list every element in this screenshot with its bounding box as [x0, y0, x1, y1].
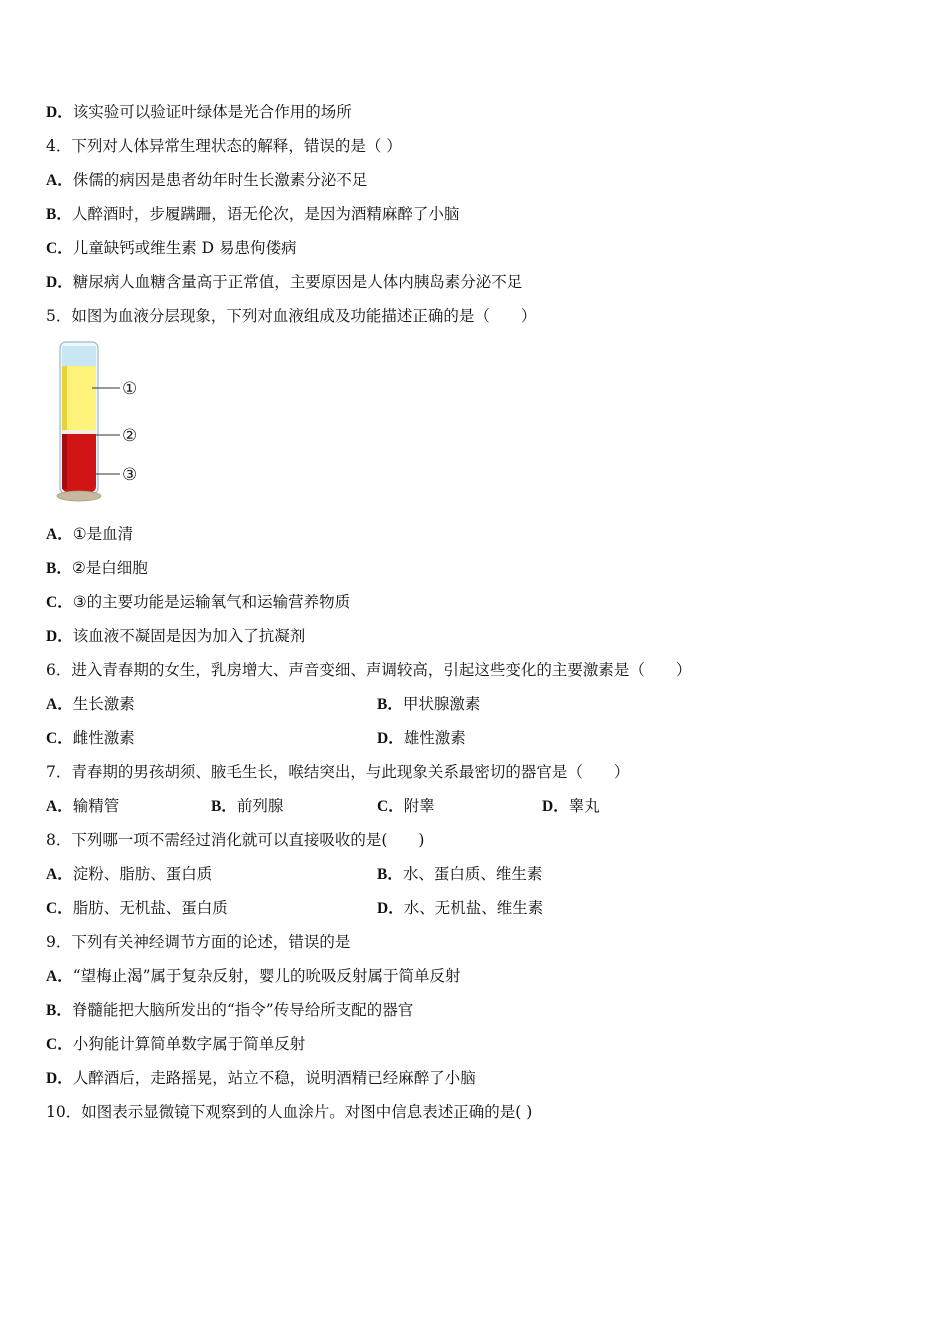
- option-label: D．: [46, 274, 73, 291]
- buffy-coat-layer: [62, 430, 96, 434]
- q8-option-a: [46, 864, 212, 885]
- option-text: 儿童缺钙或维生素 D 易患佝偻病: [72, 239, 297, 257]
- q7-stem: 7．青春期的男孩胡须、腋毛生长，喉结突出，与此现象关系最密切的器官是（ ）: [46, 763, 630, 781]
- option-label: D．: [46, 1070, 73, 1087]
- option-text: 脂肪、无机盐、蛋白质: [72, 899, 228, 917]
- q5-option-a: [46, 524, 133, 545]
- option-label: C．: [46, 594, 73, 611]
- option-label: B．: [46, 560, 72, 577]
- option-label: C．: [46, 1036, 73, 1053]
- option-label: C．: [46, 900, 73, 917]
- q8-option-d: [377, 898, 543, 919]
- option-text: 前列腺: [236, 797, 284, 815]
- q6-options-row-2: [46, 728, 906, 748]
- q6-option-c: [46, 728, 135, 749]
- q8-stem: 8．下列哪一项不需经过消化就可以直接吸收的是( ): [46, 831, 425, 849]
- q5-stem: 5．如图为血液分层现象，下列对血液组成及功能描述正确的是（ ）: [46, 307, 537, 325]
- option-text: 输精管: [72, 797, 120, 815]
- q5-option-b: [46, 558, 148, 579]
- option-label: D．: [46, 628, 73, 645]
- q9-option-a: [46, 966, 461, 987]
- q4-option-b: [46, 204, 459, 225]
- red-cell-shade: [62, 434, 67, 489]
- option-label: A．: [46, 798, 73, 815]
- option-label: D．: [377, 730, 404, 747]
- q7-option-a: [46, 796, 119, 817]
- option-text: 人醉酒时，步履蹒跚，语无伦次，是因为酒精麻醉了小脑: [71, 205, 460, 223]
- option-text: 脊髓能把大脑所发出的“指令”传导给所支配的器官: [71, 1001, 414, 1019]
- option-label: D．: [542, 798, 569, 815]
- figure-label-3: ③: [122, 465, 138, 485]
- q10-stem: 10．如图表示显微镜下观察到的人血涂片。对图中信息表述正确的是( ): [46, 1103, 533, 1121]
- option-label: B．: [377, 866, 403, 883]
- option-label: B．: [46, 1002, 72, 1019]
- option-text: “望梅止渴”属于复杂反射，婴儿的吮吸反射属于简单反射: [72, 967, 461, 985]
- q9-option-b: [46, 1000, 413, 1021]
- red-cell-layer: [62, 434, 96, 492]
- q8-options-row-2: [46, 898, 906, 918]
- option-text: ②是白细胞: [71, 559, 148, 577]
- option-label: C．: [46, 240, 73, 257]
- q7-option-b: [211, 796, 283, 817]
- option-label: C．: [377, 798, 404, 815]
- option-label: A．: [46, 968, 73, 985]
- option-label: B．: [46, 206, 72, 223]
- option-text: 小狗能计算简单数字属于简单反射: [72, 1035, 306, 1053]
- option-label: A．: [46, 696, 73, 713]
- q4-option-a: [46, 170, 367, 191]
- option-text: 该血液不凝固是因为加入了抗凝剂: [72, 627, 306, 645]
- option-text: 侏儒的病因是患者幼年时生长激素分泌不足: [72, 171, 368, 189]
- q6-option-d: [377, 728, 466, 749]
- q8-option-b: [377, 864, 542, 885]
- tube-empty-top: [62, 346, 96, 366]
- option-text: 糖尿病人血糖含量高于正常值，主要原因是人体内胰岛素分泌不足: [72, 273, 523, 291]
- figure-label-1: ①: [122, 379, 138, 399]
- option-text: 甲状腺激素: [402, 695, 481, 713]
- option-text: 雄性激素: [403, 729, 466, 747]
- q4-option-d: [46, 272, 522, 293]
- q6-options-row-1: [46, 694, 906, 714]
- option-label: A．: [46, 866, 73, 883]
- option-label: B．: [377, 696, 403, 713]
- q4-option-c: [46, 238, 297, 259]
- option-text: 淀粉、脂肪、蛋白质: [72, 865, 213, 883]
- figure-label-2: ②: [122, 426, 138, 446]
- q8-options-row-1: [46, 864, 906, 884]
- option-label: C．: [46, 730, 73, 747]
- option-text: ①是血清: [72, 525, 134, 543]
- blood-tube-figure: [52, 340, 152, 505]
- option-text: 水、蛋白质、维生素: [402, 865, 543, 883]
- option-text: 生长激素: [72, 695, 135, 713]
- plasma-shade: [62, 366, 67, 430]
- q7-option-c: [377, 796, 435, 817]
- q6-option-b: [377, 694, 480, 715]
- option-text: 该实验可以验证叶绿体是光合作用的场所: [72, 103, 352, 121]
- q8-option-c: [46, 898, 228, 919]
- option-label: A．: [46, 526, 73, 543]
- option-text: ③的主要功能是运输氧气和运输营养物质: [72, 593, 351, 611]
- q7-option-d: [542, 796, 600, 817]
- q5-option-d: [46, 626, 305, 647]
- option-label: D．: [377, 900, 404, 917]
- option-text: 水、无机盐、维生素: [403, 899, 544, 917]
- q9-option-c: [46, 1034, 305, 1055]
- option-text: 睾丸: [568, 797, 600, 815]
- q5-option-c: [46, 592, 350, 613]
- q3-option-d: [46, 102, 352, 123]
- tube-base: [57, 491, 101, 501]
- q6-stem: 6．进入青春期的女生，乳房增大、声音变细、声调较高，引起这些变化的主要激素是（ ）: [46, 661, 692, 679]
- option-text: 雌性激素: [72, 729, 135, 747]
- q7-options-row: [46, 796, 906, 816]
- option-label: B．: [211, 798, 237, 815]
- q4-stem: 4．下列对人体异常生理状态的解释，错误的是（ ）: [46, 137, 402, 155]
- option-text: 人醉酒后，走路摇晃，站立不稳，说明酒精已经麻醉了小脑: [72, 1069, 476, 1087]
- plasma-layer: [62, 366, 96, 430]
- q9-option-d: [46, 1068, 476, 1089]
- option-text: 附睾: [403, 797, 435, 815]
- option-label: A．: [46, 172, 73, 189]
- option-label: D．: [46, 104, 73, 121]
- q6-option-a: [46, 694, 135, 715]
- q9-stem: 9．下列有关神经调节方面的论述，错误的是: [46, 933, 351, 951]
